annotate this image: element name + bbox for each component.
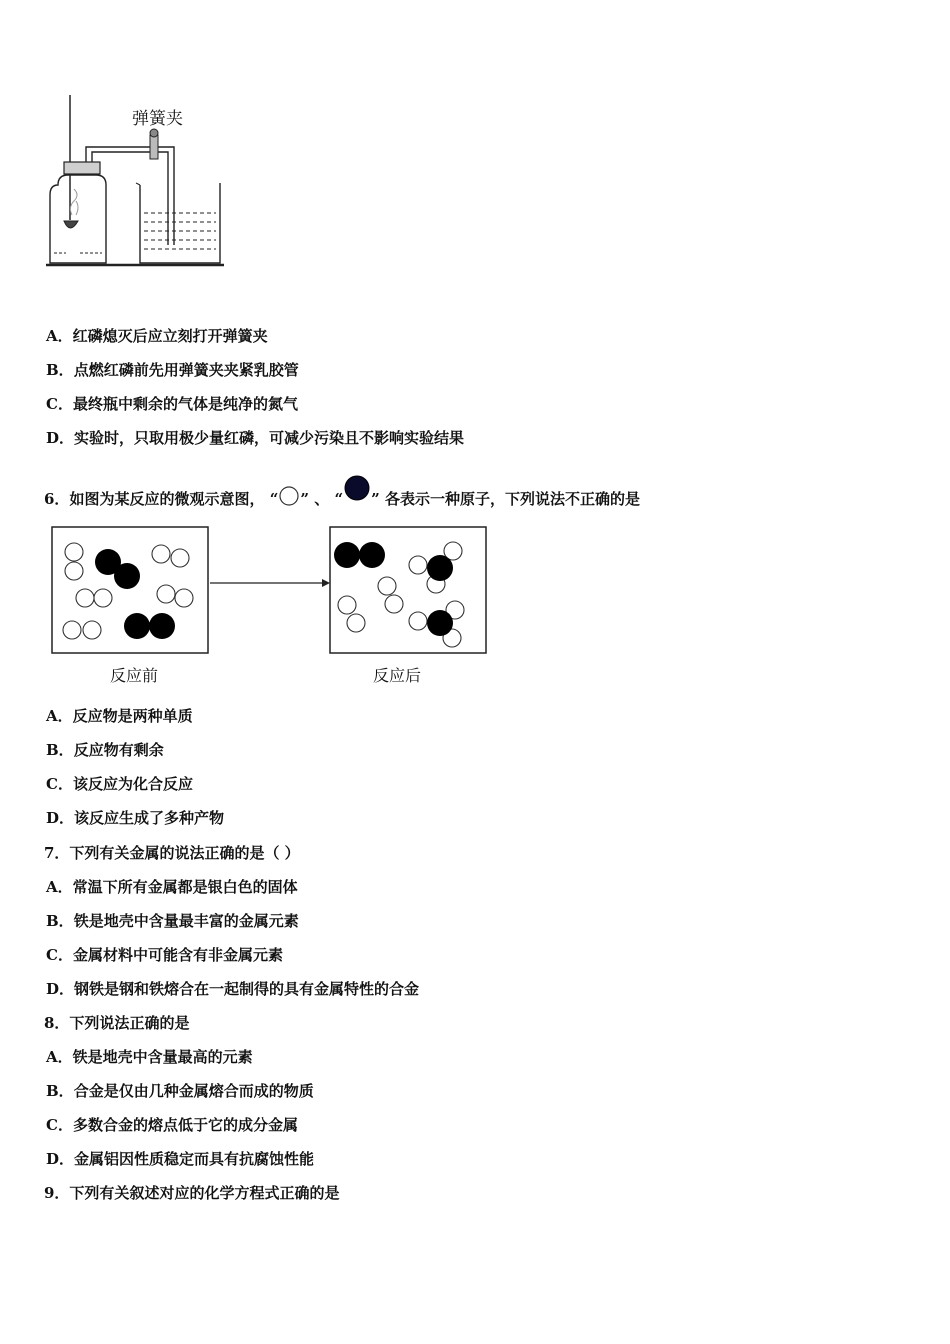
option-letter: B．: [46, 361, 74, 379]
separator: 、: [314, 490, 330, 508]
option-letter: A．: [46, 707, 73, 725]
q6-stem: [44, 474, 640, 509]
option-letter: A．: [46, 1048, 73, 1066]
option-text: 铁是地壳中含量最高的元素: [72, 1048, 253, 1066]
q7-option-d: [46, 979, 419, 999]
option-text: 该反应生成了多种产物: [74, 809, 225, 827]
option-text: 红磷熄灭后应立刻打开弹簧夹: [72, 327, 268, 345]
q6-option-b: [46, 740, 164, 760]
option-text: 金属材料中可能含有非金属元素: [72, 946, 283, 964]
q5-option-d: [46, 428, 464, 448]
option-letter: D．: [46, 980, 75, 998]
reaction-diagram: [50, 525, 490, 657]
white-atom-icon: [278, 486, 300, 506]
option-letter: C．: [46, 395, 73, 413]
option-letter: C．: [46, 946, 73, 964]
q8-option-c: [46, 1115, 298, 1135]
quote-close-2: ”: [371, 490, 380, 508]
quote-close: ”: [300, 490, 309, 508]
caption-before: 反应前: [110, 666, 159, 685]
q6-stem-suffix: 各表示一种原子，下列说法不正确的是: [384, 490, 640, 508]
black-atom-icon: [343, 474, 371, 502]
q9-stem: 9．下列有关叙述对应的化学方程式正确的是: [44, 1184, 340, 1202]
option-text: 点燃红磷前先用弹簧夹夹紧乳胶管: [73, 361, 299, 379]
q7-stem: 7．下列有关金属的说法正确的是（ ）: [44, 844, 300, 862]
option-text: 铁是地壳中含量最丰富的金属元素: [73, 912, 299, 930]
q7-option-b: [46, 911, 299, 931]
q7-option-c: [46, 945, 283, 965]
q5-option-a: [46, 326, 268, 346]
q6-option-d: [46, 808, 224, 828]
option-text: 实验时，只取用极少量红磷，可减少污染且不影响实验结果: [74, 429, 465, 447]
option-letter: B．: [46, 1082, 74, 1100]
q8-option-b: [46, 1081, 314, 1101]
option-text: 合金是仅由几种金属熔合而成的物质: [73, 1082, 314, 1100]
option-letter: D．: [46, 429, 75, 447]
clamp-label: 弹簧夹: [132, 109, 183, 129]
option-text: 多数合金的熔点低于它的成分金属: [72, 1116, 298, 1134]
option-letter: A．: [46, 327, 73, 345]
option-letter: B．: [46, 741, 74, 759]
q8-option-a: [46, 1047, 253, 1067]
caption-after: 反应后: [373, 666, 422, 685]
option-letter: C．: [46, 1116, 73, 1134]
option-text: 反应物是两种单质: [72, 707, 193, 725]
option-letter: B．: [46, 912, 74, 930]
q6-stem-prefix: 如图为某反应的微观示意图，: [69, 490, 265, 508]
question-number: 6．: [44, 490, 70, 508]
option-letter: D．: [46, 1150, 75, 1168]
q8-option-d: [46, 1149, 314, 1169]
option-letter: A．: [46, 878, 73, 896]
q5-option-c: [46, 394, 298, 414]
quote-open: “: [269, 490, 279, 508]
option-text: 最终瓶中剩余的气体是纯净的氮气: [72, 395, 298, 413]
option-text: 常温下所有金属都是银白色的固体: [72, 878, 298, 896]
option-letter: D．: [46, 809, 75, 827]
option-text: 反应物有剩余: [73, 741, 164, 759]
q8-stem: 8．下列说法正确的是: [44, 1014, 190, 1032]
option-text: 该反应为化合反应: [72, 775, 193, 793]
q6-option-a: [46, 706, 193, 726]
quote-open-2: “: [334, 490, 344, 508]
option-text: 金属铝因性质稳定而具有抗腐蚀性能: [74, 1150, 315, 1168]
option-letter: C．: [46, 775, 73, 793]
q7-option-a: [46, 877, 298, 897]
q6-option-c: [46, 774, 193, 794]
q5-option-b: [46, 360, 299, 380]
option-text: 钢铁是钢和铁熔合在一起制得的具有金属特性的合金: [74, 980, 420, 998]
